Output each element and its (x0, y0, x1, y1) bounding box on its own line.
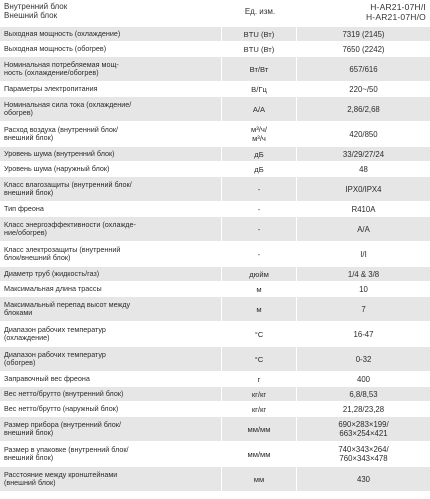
unit-cell: м (256, 284, 262, 294)
table-header (0, 0, 430, 27)
value-cell: 1/4 & 3/8 (297, 267, 430, 281)
table-row (0, 372, 430, 386)
header-outdoor-model: H-AR21-07H/O (365, 12, 426, 22)
table-row (0, 442, 430, 466)
value-cell: R410A (351, 204, 376, 214)
unit-cell: мм/мм (247, 449, 271, 459)
value-cell: 48 (359, 164, 368, 174)
unit-cell: кг/кг (222, 387, 296, 401)
param-name-cell: Диапазон рабочих температур (обогрев) (0, 347, 221, 371)
param-name-cell: Максимальный перепад высот между блоками (0, 297, 221, 321)
unit-cell: мм (222, 467, 296, 491)
param-name-cell: Вес нетто/брутто (наружный блок) (4, 403, 119, 413)
header-model (330, 2, 426, 22)
unit-cell: BTU (Вт) (243, 44, 275, 54)
unit-cell: Вт/Вт (222, 57, 296, 81)
table-row (0, 147, 430, 161)
param-name-cell: Выходная мощность (охлаждение) (0, 27, 221, 41)
unit-cell: г (257, 374, 261, 384)
value-cell: 33/29/27/24 (297, 147, 430, 161)
table-row (0, 297, 430, 321)
unit-cell: - (222, 177, 296, 201)
table-row (0, 57, 430, 81)
unit-cell: BTU (Вт) (222, 27, 296, 41)
table-row (0, 42, 430, 56)
param-name-cell: Выходная мощность (обогрев) (4, 43, 107, 53)
value-cell: A/A (297, 217, 430, 241)
unit-cell: - (257, 204, 261, 214)
param-name-cell: Размер в упаковке (внутренний блок/ внешний блок) (4, 444, 129, 462)
unit-cell: дБ (222, 147, 296, 161)
unit-cell: мм/мм (222, 417, 296, 441)
table-row (0, 202, 430, 216)
unit-cell: дБ (254, 164, 264, 174)
param-name-cell: Номинальная сила тока (охлаждение/ обогрев) (0, 97, 221, 121)
value-cell: 430 (297, 467, 430, 491)
value-cell: 7319 (2145) (297, 27, 430, 41)
value-cell: 7650 (2242) (342, 44, 385, 54)
unit-cell: °С (254, 329, 264, 339)
table-row (0, 82, 430, 96)
header-indoor-label: Внутренний блок (4, 2, 68, 11)
param-name-cell: Максимальная длина трассы (4, 283, 102, 293)
param-name-cell: Размер прибора (внутренний блок/ внешний блок) (0, 417, 221, 441)
table-row (0, 402, 430, 416)
unit-cell: - (222, 217, 296, 241)
table-row (0, 387, 430, 401)
table-row (0, 267, 430, 281)
unit-cell: А/А (222, 97, 296, 121)
table-row (0, 177, 430, 201)
value-cell: 6,8/8,53 (297, 387, 430, 401)
header-outdoor-label: Внешний блок (4, 11, 58, 20)
param-name-cell: Класс электрозащиты (внутренний блок/внешний блок) (4, 244, 121, 262)
param-name-cell: Диапазон рабочих температур (охлаждение) (4, 324, 106, 342)
param-name-cell: Уровень шума (внутренний блок) (0, 147, 221, 161)
table-row (0, 242, 430, 266)
param-name-cell: Расход воздуха (внутренний блок/ внешний блок) (4, 124, 119, 142)
unit-cell: кг/кг (251, 404, 267, 414)
param-name-cell: Тип фреона (4, 203, 44, 213)
unit-cell: °С (222, 347, 296, 371)
value-cell: 220~/50 (349, 84, 378, 94)
param-name-cell: Уровень шума (наружный блок) (4, 163, 110, 173)
value-cell: 420/850 (349, 129, 378, 139)
unit-cell: - (257, 249, 261, 259)
param-name-cell: Параметры электропитания (4, 83, 98, 93)
param-name-cell: Класс влагозащиты (внутренний блок/ внешний блок) (0, 177, 221, 201)
table-row (0, 417, 430, 441)
table-row (0, 217, 430, 241)
param-name-cell: Класс энергоэффективности (охлажде- ние/обогрев) (0, 217, 221, 241)
header-indoor-model: H-AR21-07H/I (370, 2, 426, 12)
table-row (0, 162, 430, 176)
value-cell: 21,28/23,28 (342, 404, 385, 414)
table-row (0, 347, 430, 371)
value-cell: 400 (356, 374, 370, 384)
table-row (0, 97, 430, 121)
param-name-cell: Диаметр труб (жидкость/газ) (0, 267, 221, 281)
value-cell: 2,86/2,68 (297, 97, 430, 121)
param-name-cell: Номинальная потребляемая мощ- ность (охлаждение/обогрев) (0, 57, 221, 81)
unit-cell: м (222, 297, 296, 321)
unit-cell: дюйм (222, 267, 296, 281)
value-cell: 16-47 (353, 329, 374, 339)
value-cell: 7 (297, 297, 430, 321)
value-cell: 740×343×264/ 760×343×478 (338, 445, 389, 463)
table-row (0, 282, 430, 296)
value-cell: 10 (359, 284, 368, 294)
table-row (0, 322, 430, 346)
value-cell: I/I (360, 249, 367, 259)
value-cell: IPX0/IPX4 (297, 177, 430, 201)
param-name-cell: Расстояние между кронштейнами (внешний блок) (0, 467, 221, 491)
header-unit-of-measure: Ед. изм. (244, 7, 276, 16)
value-cell: 0-32 (297, 347, 430, 371)
table-row (0, 467, 430, 491)
unit-cell: м³/ч/ м³/ч (251, 125, 267, 143)
table-row (0, 27, 430, 41)
value-cell: 690×283×199/ 663×254×421 (297, 417, 430, 441)
value-cell: 657/616 (297, 57, 430, 81)
unit-cell: В/Гц (251, 84, 267, 94)
table-row (0, 122, 430, 146)
param-name-cell: Заправочный вес фреона (4, 373, 90, 383)
param-name-cell: Вес нетто/брутто (внутренний блок) (0, 387, 221, 401)
header-unit-names (4, 2, 204, 20)
